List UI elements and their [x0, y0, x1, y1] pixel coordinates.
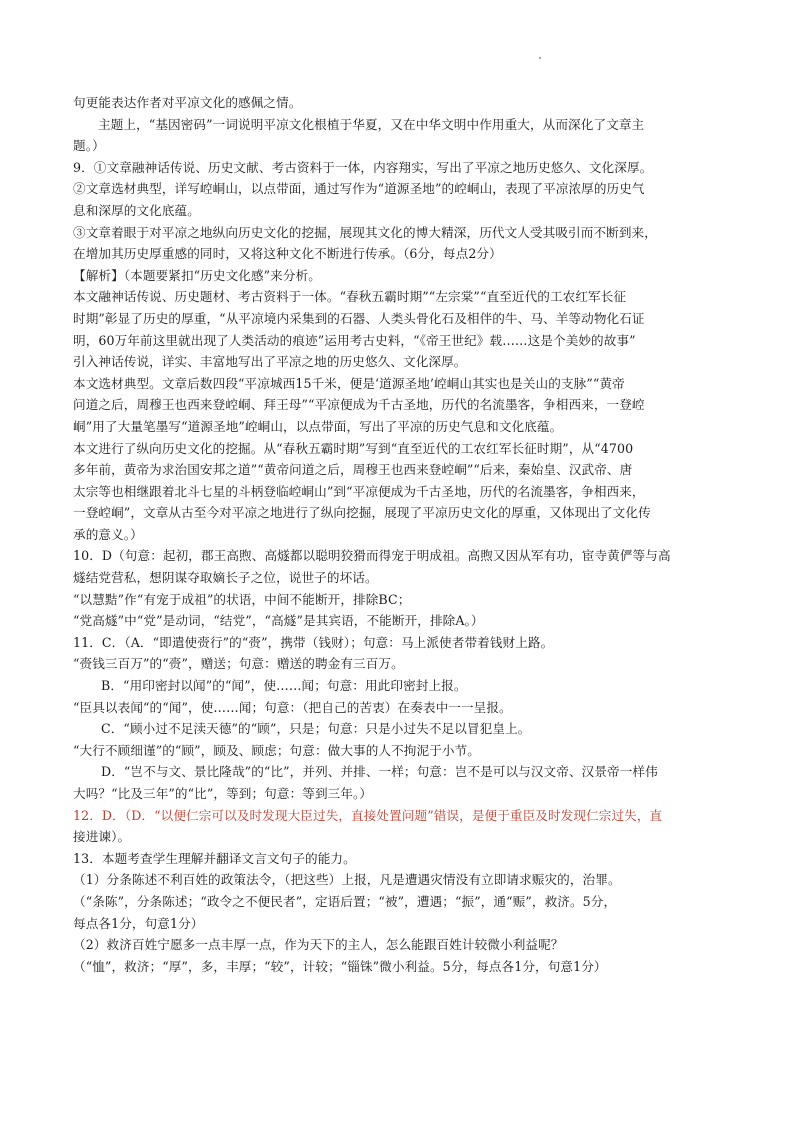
text-line: “党高燧”中“党”是动词，“结党”，“高燧”是其宾语，不能断开，排除A。）: [73, 613, 484, 629]
text-line: 主题上，“基因密码”一词说明平凉文化根植于华夏，又在中华文明中作用重大，从而深化了文章主: [98, 116, 645, 132]
text-line: 问道之后，周穆王也西来登崆峒、拜王母”“平凉便成为千古圣地，历代的名流墨客，争相西来，一登崆: [73, 397, 645, 413]
text-line: “赍钱三百万”的“赍”，赠送；句意：赠送的聘金有三百万。: [73, 656, 404, 672]
text-line: 每点各1分，句意1分）: [73, 915, 204, 931]
text-line: （1）分条陈述不利百姓的政策法令，（把这些）上报，凡是遭遇灾情没有立即请求赈灾的，治罪。: [73, 872, 621, 888]
document-body: [73, 92, 723, 977]
text-line: 本文融神话传说、历史题材、考古资料于一体。“春秋五霸时期”“左宗棠”“直至近代的工农红军长征: [73, 289, 627, 305]
answer-9-line: 9．①文章融神话传说、历史文献、考古资料于一体，内容翔实，写出了平凉之地历史悠久、文化深厚。: [73, 159, 653, 175]
answer-12-line: 12．D．（D．“以便仁宗可以及时发现大臣过失，直接处置问题”错误，是便于重臣及时发现仁宗过失，直: [73, 807, 663, 823]
text-line: 大吗？“比及三年”的“比”，等到；句意：等到三年。）: [73, 786, 373, 801]
text-line: “大行不顾细谨”的“顾”，顾及、顾虑；句意：做大事的人不拘泥于小节。: [73, 742, 480, 758]
text-line: “臣具以表闻“的“闻”，使……闻；句意：（把自己的苦衷）在奏表中一一呈报。: [73, 699, 512, 715]
text-line: 接进谏）。: [73, 829, 131, 845]
text-line: D．“岂不与文、景比隆哉”的“比”，并列、并排、一样；句意：岂不是可以与汉文帝、汉景帝一样伟: [101, 764, 658, 780]
text-line: 承的意义。）: [73, 526, 143, 542]
text-line: 明，60万年前这里就出现了人类活动的痕迹”运用考古史料，“《帝王世纪》载……这是个美妙的故事”: [73, 332, 636, 348]
text-line: 本文进行了纵向历史文化的挖掘。从“春秋五霸时期”写到“直至近代的工农红军长征时期”，从“4700: [73, 440, 634, 456]
text-line: 句更能表达作者对平凉文化的感佩之情。: [73, 95, 302, 110]
text-line: “以慧黠”作“有宠于成祖”的状语，中间不能断开，排除BC；: [73, 591, 411, 607]
text-line: C．“顾小过不足渎天德”的“顾”，只是；句意：只是小过失不足以冒犯皇上。: [101, 721, 531, 737]
answer-11-line: 11．C．（A．“即遣使赍行”的“赍”，携带（钱财）；句意：马上派使者带着钱财上路。: [73, 634, 554, 650]
text-line: 一登崆峒”，文章从古至今对平凉之地进行了纵向挖掘，展现了平凉历史文化的厚重，又体现出了文化传: [73, 505, 651, 521]
text-line: 多年前，黄帝为求治国安邦之道”“黄帝问道之后，周穆王也西来登崆峒”“后来，秦始皇、汉武帝、唐: [73, 462, 633, 478]
text-line: ②文章选材典型，详写崆峒山，以点带面，通过写作为“道源圣地”的崆峒山，表现了平凉浓厚的历史气: [73, 181, 645, 197]
text-line: B．“用印密封以闻”的“闻”，使……闻；句意：用此印密封上报。: [101, 678, 467, 694]
text-line: 引入神话传说，详实、丰富地写出了平凉之地的历史悠久、文化深厚。: [73, 354, 467, 370]
text-line: 峒”用了大量笔墨写“道源圣地”崆峒山，以点带面，写出了平凉的历史气息和文化底蕴。: [73, 418, 563, 434]
page-dot-mark: [539, 57, 541, 59]
text-line: 太宗等也相继跟着北斗七星的斗柄登临崆峒山”到“平凉便成为千古圣地，历代的名流墨客，争相西来，: [73, 483, 645, 499]
text-line: （“恤”，救济；“厚”，多，丰厚；“较”，计较；“锱铢”微小利益。5分，每点各1分，句意1分）: [73, 958, 607, 974]
text-line: 时期”彰显了历史的厚重，“从平凉境内采集到的石器、人类头骨化石及相伴的牛、马、羊等动物化石证: [73, 310, 645, 326]
text-line: 息和深厚的文化底蕴。: [73, 202, 200, 218]
text-line: 在增加其历史厚重感的同时，又将这种文化不断进行传承。（6分，每点2分）: [73, 246, 502, 262]
text-line: ③文章着眼于对平凉之地纵向历史文化的挖掘，展现其文化的博大精深，历代文人受其吸引而不断到来，: [73, 224, 657, 240]
analysis-heading: 【解析】（本题要紧扣“历史文化感”来分析。: [73, 267, 321, 283]
answer-10-line: 10．D（句意：起初，郡王高煦、高燧都以聪明狡猾而得宠于明成祖。高煦又因从军有功，宦寺黄俨等与高: [73, 548, 671, 564]
text-line: （“条陈”，分条陈述；“政令之不便民者”，定语后置；“被”，遭遇；“振”，通“赈”，救济。5分，: [73, 893, 617, 909]
text-line: 题。）: [73, 138, 105, 154]
text-line: 本文选材典型。文章后数四段“平凉城西15千米，便是‘道源圣地’崆峒山其实也是关山的支脉”“黄帝: [73, 375, 625, 391]
answer-13-line: 13．本题考查学生理解并翻译文言文句子的能力。: [73, 850, 356, 866]
text-line: 燧结党营私，想阴谋夺取嫡长子之位，说世子的坏话。: [73, 570, 378, 586]
text-line: （2）救济百姓宁愿多一点丰厚一点，作为天下的主人，怎么能跟百姓计较微小利益呢？: [73, 937, 564, 953]
